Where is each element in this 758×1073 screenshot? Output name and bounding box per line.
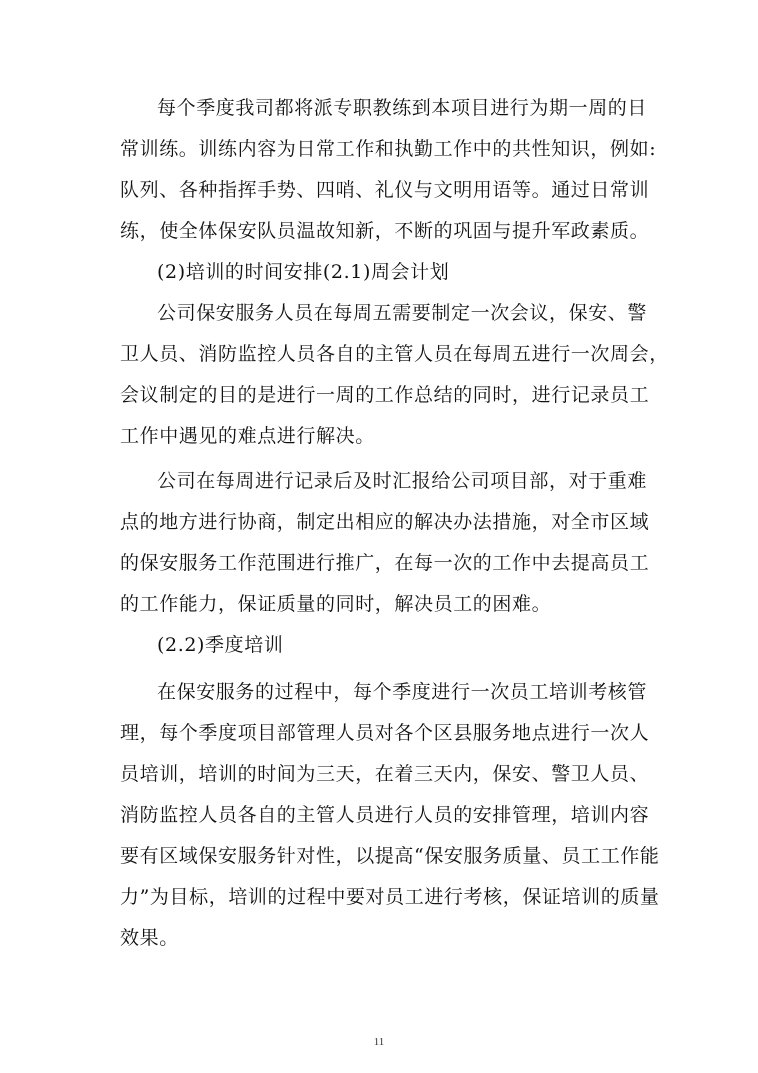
paragraph-6-line-2: 理，每个季度项目部管理人员对各个区县服务地点进行一次人 bbox=[120, 722, 650, 744]
paragraph-3-line-1: 公司保安服务人员在每周五需要制定一次会议，保安、警 bbox=[157, 302, 648, 324]
paragraph-1-line-3: 队列、各种指挥手势、四哨、礼仪与文明用语等。通过日常训 bbox=[120, 179, 650, 201]
paragraph-6-line-4: 消防监控人员各自的主管人员进行人员的安排管理，培训内容 bbox=[120, 804, 650, 826]
paragraph-3-line-4: 工作中遇见的难点进行解决。 bbox=[120, 425, 375, 447]
paragraph-1-line-2: 常训练。训练内容为日常工作和执勤工作中的共性知识，例如: bbox=[120, 138, 657, 160]
paragraph-4-line-2: 点的地方进行协商，制定出相应的解决办法措施，对全市区域 bbox=[120, 511, 650, 533]
section-heading-2: (2)培训的时间安排(2.1)周会计划 bbox=[157, 261, 450, 283]
paragraph-4-line-1: 公司在每周进行记录后及时汇报给公司项目部，对于重难 bbox=[157, 470, 648, 492]
paragraph-6-line-7: 效果。 bbox=[120, 927, 179, 949]
paragraph-6-line-6: 力”为目标，培训的过程中要对员工进行考核，保证培训的质量 bbox=[120, 886, 660, 908]
paragraph-6-line-1: 在保安服务的过程中，每个季度进行一次员工培训考核管 bbox=[157, 681, 648, 703]
section-heading-2-2: (2.2)季度培训 bbox=[157, 634, 284, 656]
page-number: 11 bbox=[373, 1036, 385, 1048]
paragraph-3-line-2: 卫人员、消防监控人员各自的主管人员在每周五进行一次周会， bbox=[120, 343, 669, 365]
paragraph-6-line-5: 要有区域保安服务针对性，以提高“保安服务质量、员工工作能 bbox=[120, 845, 660, 867]
paragraph-1-line-4: 练，使全体保安队员温故知新，不断的巩固与提升军政素质。 bbox=[120, 220, 650, 242]
paragraph-6-line-3: 员培训，培训的时间为三天，在着三天内，保安、警卫人员、 bbox=[120, 763, 650, 785]
paragraph-4-line-4: 的工作能力，保证质量的同时，解决员工的困难。 bbox=[120, 593, 552, 615]
paragraph-3-line-3: 会议制定的目的是进行一周的工作总结的同时，进行记录员工 bbox=[120, 384, 650, 406]
paragraph-4-line-3: 的保安服务工作范围进行推广，在每一次的工作中去提高员工 bbox=[120, 552, 650, 574]
paragraph-1-line-1: 每个季度我司都将派专职教练到本项目进行为期一周的日 bbox=[157, 97, 648, 119]
